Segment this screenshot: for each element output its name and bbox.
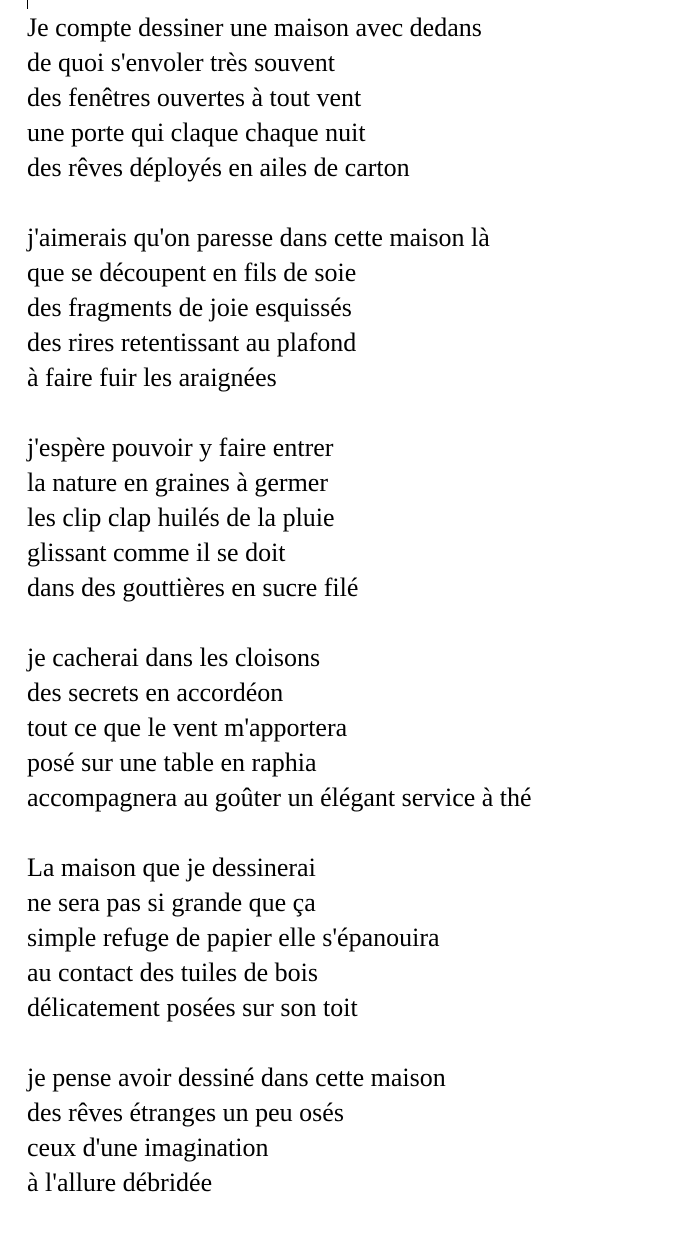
poem-line: une porte qui claque chaque nuit [27,118,366,147]
poem-line: que se découpent en fils de soie [27,258,357,287]
poem-line: la nature en graines à germer [27,468,329,497]
stanza-1 [27,10,677,185]
poem-line: posé sur une table en raphia [27,748,317,777]
poem-line: accompagnera au goûter un élégant service à thé [27,783,532,812]
poem-line: Je compte dessiner une maison avec dedans [27,13,482,42]
poem-line: délicatement posées sur son toit [27,993,358,1022]
poem-line: simple refuge de papier elle s'épanouira [27,923,440,952]
text-cursor [27,0,28,9]
poem-line: je pense avoir dessiné dans cette maison [27,1063,446,1092]
poem-line: à faire fuir les araignées [27,363,277,392]
poem-line: les clip clap huilés de la pluie [27,503,335,532]
poem-line: des secrets en accordéon [27,678,284,707]
stanza-5 [27,850,677,1025]
stanza-3 [27,430,677,605]
poem-line: tout ce que le vent m'apportera [27,713,348,742]
poem-line: glissant comme il se doit [27,538,286,567]
poem-line: j'aimerais qu'on paresse dans cette maison là [27,223,490,252]
poem-line: j'espère pouvoir y faire entrer [27,433,334,462]
stanza-2 [27,220,677,395]
poem-line: des rêves étranges un peu osés [27,1098,344,1127]
poem-line: à l'allure débridée [27,1168,213,1197]
poem-line: au contact des tuiles de bois [27,958,318,987]
poem-line: La maison que je dessinerai [27,853,316,882]
poem-line: des rêves déployés en ailes de carton [27,153,410,182]
poem-line: dans des gouttières en sucre filé [27,573,359,602]
stanza-4 [27,640,677,815]
poem-line: ne sera pas si grande que ça [27,888,316,917]
poem-text [27,10,677,1235]
stanza-6 [27,1060,677,1200]
poem-line: des fragments de joie esquissés [27,293,352,322]
poem-line: ceux d'une imagination [27,1133,269,1162]
poem-line: des fenêtres ouvertes à tout vent [27,83,362,112]
poem-line: je cacherai dans les cloisons [27,643,321,672]
poem-line: de quoi s'envoler très souvent [27,48,335,77]
poem-line: des rires retentissant au plafond [27,328,357,357]
